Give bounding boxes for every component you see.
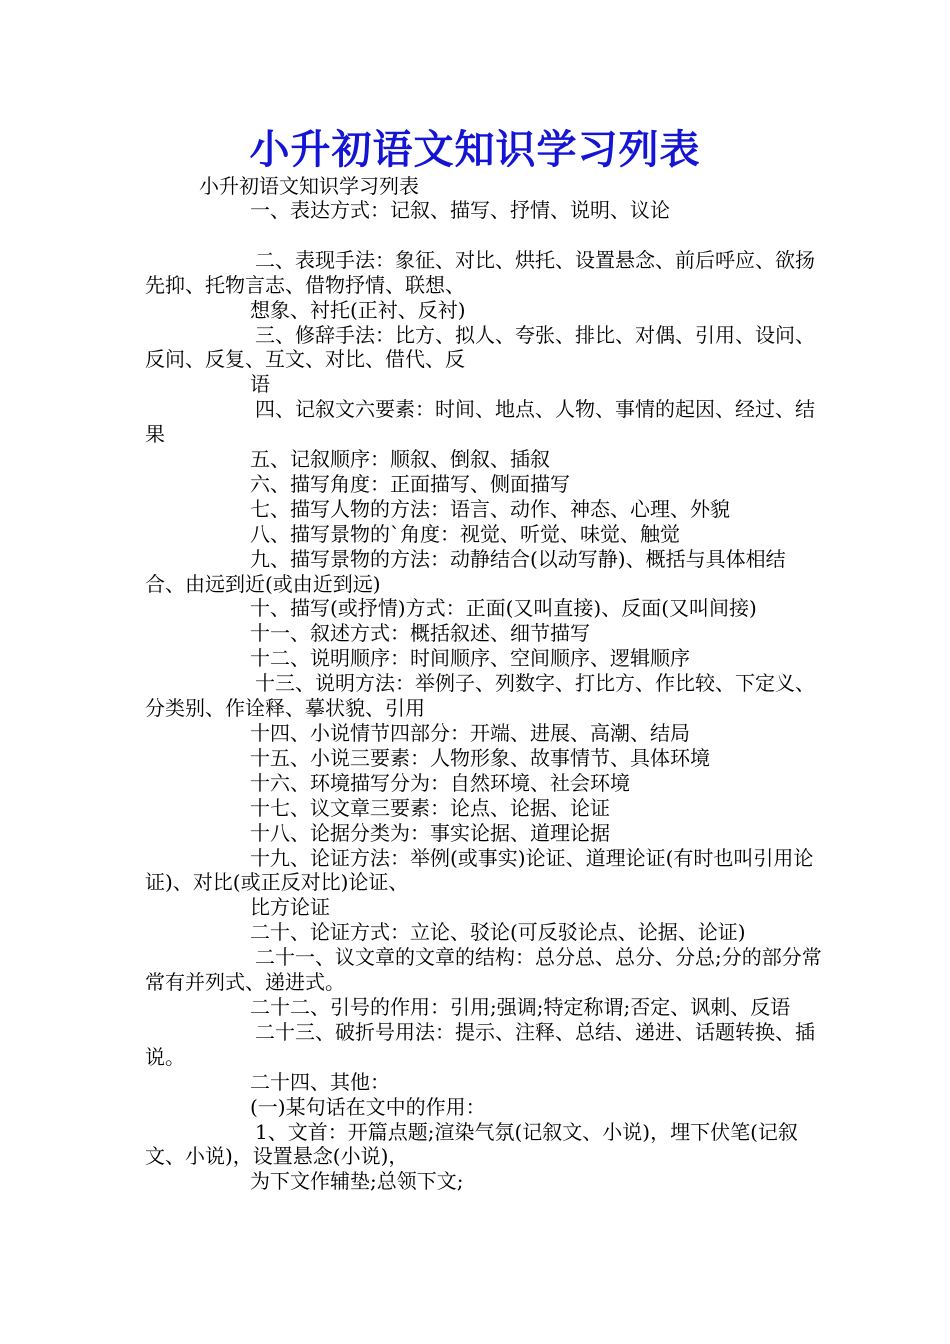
paragraph-24: 二十四、其他： [250, 1069, 390, 1094]
paragraph-7: 七、描写人物的方法：语言、动作、神态、心理、外貌 [250, 496, 730, 521]
paragraph-18: 十八、论据分类为：事实论据、道理论据 [250, 820, 610, 845]
paragraph-13: 十三、说明方法：举例子、列数字、打比方、作比较、下定义、分类别、作诠释、摹状貌、引用 [145, 671, 815, 721]
paragraph-21: 二十一、议文章的文章的结构：总分总、总分、分总;分的部分常常有并列式、递进式。 [145, 945, 822, 995]
paragraph-2-continued: 想象、衬托(正衬、反衬) [250, 297, 466, 322]
paragraph-19-continued: 比方论证 [250, 895, 330, 920]
document-title: 小升初语文知识学习列表 [249, 126, 701, 173]
paragraph-17: 十七、议文章三要素：论点、论据、论证 [250, 795, 610, 820]
paragraph-8: 八、描写景物的`角度：视觉、听觉、味觉、触觉 [250, 521, 680, 546]
paragraph-6: 六、描写角度：正面描写、侧面描写 [250, 471, 570, 496]
paragraph-3: 三、修辞手法：比方、拟人、夸张、排比、对偶、引用、设问、反问、反复、互文、对比、借代、反 [145, 322, 815, 372]
paragraph-26: 1、文首：开篇点题;渲染气氛(记叙文、小说)，埋下伏笔(记叙文、小说)，设置悬念(小说)， [145, 1119, 798, 1169]
paragraph-2: 二、表现手法：象征、对比、烘托、设置悬念、前后呼应、欲扬先抑、托物言志、借物抒情、联想、 [145, 247, 815, 297]
paragraph-5: 五、记叙顺序：顺叙、倒叙、插叙 [250, 447, 550, 472]
document-body [145, 198, 823, 1194]
paragraph-12: 十二、说明顺序：时间顺序、空间顺序、逻辑顺序 [250, 646, 690, 671]
paragraph-9: 九、描写景物的方法：动静结合(以动写静)、概括与具体相结合、由远到近(或由近到远) [145, 546, 786, 596]
paragraph-10: 十、描写(或抒情)方式：正面(又叫直接)、反面(又叫间接) [250, 596, 757, 621]
paragraph-14: 十四、小说情节四部分：开端、进展、高潮、结局 [250, 721, 690, 746]
paragraph-4: 四、记叙文六要素：时间、地点、人物、事情的起因、经过、结果 [145, 397, 815, 447]
paragraph-3-continued: 语 [250, 372, 270, 397]
paragraph-25: (一)某句话在文中的作用： [250, 1094, 486, 1119]
paragraph-20: 二十、论证方式：立论、驳论(可反驳论点、论据、论证) [250, 920, 746, 945]
paragraph-19: 十九、论证方法：举例(或事实)论证、道理论证(有时也叫引用论证)、对比(或正反对比)论证、 [145, 845, 814, 895]
paragraph-1: 一、表达方式：记叙、描写、抒情、说明、议论 [250, 198, 670, 222]
paragraph-11: 十一、叙述方式：概括叙述、细节描写 [250, 621, 590, 646]
paragraph-22: 二十二、引号的作用：引用;强调;特定称谓;否定、讽刺、反语 [250, 994, 791, 1019]
paragraph-26-continued: 为下文作辅垫;总领下文; [250, 1169, 464, 1194]
document-subtitle: 小升初语文知识学习列表 [199, 174, 419, 198]
paragraph-15: 十五、小说三要素：人物形象、故事情节、具体环境 [250, 745, 710, 770]
paragraph-23: 二十三、破折号用法：提示、注释、总结、递进、话题转换、插说。 [145, 1019, 815, 1069]
paragraph-16: 十六、环境描写分为：自然环境、社会环境 [250, 770, 630, 795]
